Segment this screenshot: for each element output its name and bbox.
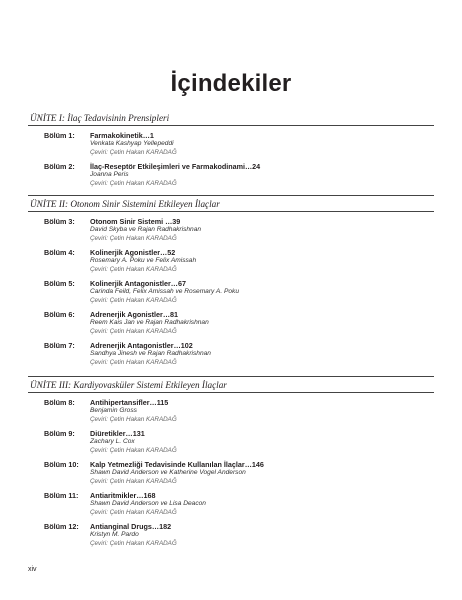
chapter-authors: Kristyn M. Pardo: [90, 531, 139, 538]
unit-heading: ÜNİTE I: İlaç Tedavisinin Prensipleri: [28, 113, 434, 126]
chapter-translator: Çeviri: Çetin Hakan KARADAĞ: [90, 415, 177, 423]
chapter-title[interactable]: Antihipertansifler…115: [90, 398, 169, 407]
chapter-entry[interactable]: [28, 460, 434, 486]
chapter-number: Bölüm 3:: [44, 217, 75, 226]
chapter-entry[interactable]: [28, 279, 434, 305]
chapter-entry[interactable]: [28, 310, 434, 336]
unit-section-2: [28, 195, 434, 367]
chapter-authors: Joanna Peris: [90, 171, 129, 178]
chapter-translator: Çeviri: Çetin Hakan KARADAĞ: [90, 327, 177, 335]
chapter-entry[interactable]: [28, 131, 434, 157]
chapter-authors: David Skyba ve Rajan Radhakrishnan: [90, 226, 202, 233]
chapter-translator: Çeviri: Çetin Hakan KARADAĞ: [90, 358, 177, 366]
chapter-number: Bölüm 7:: [44, 341, 75, 350]
chapter-entry[interactable]: [28, 398, 434, 424]
chapter-entry[interactable]: [28, 341, 434, 367]
chapter-title[interactable]: Kolinerjik Antagonistler…67: [90, 279, 186, 288]
chapter-authors: Zachary L. Cox: [90, 438, 135, 445]
chapter-number: Bölüm 5:: [44, 279, 75, 288]
chapter-number: Bölüm 11:: [44, 491, 79, 500]
chapter-title[interactable]: Farmakokinetik…1: [90, 131, 154, 140]
chapter-authors: Venkata Kashyap Yellepeddi: [90, 140, 174, 147]
chapter-title[interactable]: Diüretikler…131: [90, 429, 145, 438]
chapter-number: Bölüm 6:: [44, 310, 75, 319]
chapter-title[interactable]: Adrenerjik Agonistler…81: [90, 310, 179, 319]
chapter-number: Bölüm 10:: [44, 460, 79, 469]
chapter-entry[interactable]: [28, 491, 434, 517]
chapter-number: Bölüm 1:: [44, 131, 75, 140]
chapter-title[interactable]: Antianginal Drugs…182: [90, 522, 172, 531]
unit-heading: ÜNİTE II: Otonom Sinir Sistemini Etkileyen İlaçlar: [28, 195, 434, 212]
chapter-title[interactable]: Kalp Yetmezliği Tedavisinde Kullanılan İlaçlar…146: [90, 460, 264, 469]
chapter-authors: Carinda Feild, Felix Amissah ve Rosemary A. Poku: [90, 288, 240, 295]
chapter-title[interactable]: Adrenerjik Antagonistler…102: [90, 341, 193, 350]
chapter-translator: Çeviri: Çetin Hakan KARADAĞ: [90, 508, 177, 516]
chapter-authors: Benjamin Gross: [90, 407, 137, 414]
chapter-number: Bölüm 2:: [44, 162, 75, 171]
chapter-entry[interactable]: [28, 522, 434, 548]
chapter-translator: Çeviri: Çetin Hakan KARADAĞ: [90, 296, 177, 304]
chapter-title[interactable]: İlaç-Reseptör Etkileşimleri ve Farmakodinami…24: [90, 162, 261, 171]
chapter-translator: Çeviri: Çetin Hakan KARADAĞ: [90, 234, 177, 242]
chapter-translator: Çeviri: Çetin Hakan KARADAĞ: [90, 148, 177, 156]
chapter-authors: Sandhya Jinesh ve Rajan Radhakrishnan: [90, 350, 211, 357]
chapter-entry[interactable]: [28, 429, 434, 455]
chapter-number: Bölüm 12:: [44, 522, 79, 531]
chapter-title[interactable]: Antiaritmikler…168: [90, 491, 156, 500]
chapter-title[interactable]: Otonom Sinir Sistemi …39: [90, 217, 181, 226]
chapter-number: Bölüm 9:: [44, 429, 75, 438]
unit-section-1: [28, 113, 434, 188]
page-title: İçindekiler: [170, 70, 292, 97]
chapter-number: Bölüm 8:: [44, 398, 75, 407]
chapter-number: Bölüm 4:: [44, 248, 75, 257]
page-number: xiv: [28, 566, 37, 573]
chapter-translator: Çeviri: Çetin Hakan KARADAĞ: [90, 477, 177, 485]
chapter-entry[interactable]: [28, 217, 434, 243]
chapter-translator: Çeviri: Çetin Hakan KARADAĞ: [90, 539, 177, 547]
unit-section-3: [28, 376, 434, 548]
chapter-authors: Shawn David Anderson ve Lisa Deacon: [90, 500, 206, 507]
chapter-entry[interactable]: [28, 248, 434, 274]
unit-heading: ÜNİTE III: Kardiyovasküler Sistemi Etkileyen İlaçlar: [28, 376, 434, 393]
chapter-authors: Shawn David Anderson ve Katherine Vogel Anderson: [90, 469, 246, 476]
chapter-authors: Rosemary A. Poku ve Felix Amissah: [90, 257, 197, 264]
chapter-translator: Çeviri: Çetin Hakan KARADAĞ: [90, 179, 177, 187]
chapter-translator: Çeviri: Çetin Hakan KARADAĞ: [90, 446, 177, 454]
chapter-translator: Çeviri: Çetin Hakan KARADAĞ: [90, 265, 177, 273]
chapter-authors: Reem Kais Jan ve Rajan Radhakrishnan: [90, 319, 209, 326]
chapter-title[interactable]: Kolinerjik Agonistler…52: [90, 248, 176, 257]
chapter-entry[interactable]: [28, 162, 434, 188]
